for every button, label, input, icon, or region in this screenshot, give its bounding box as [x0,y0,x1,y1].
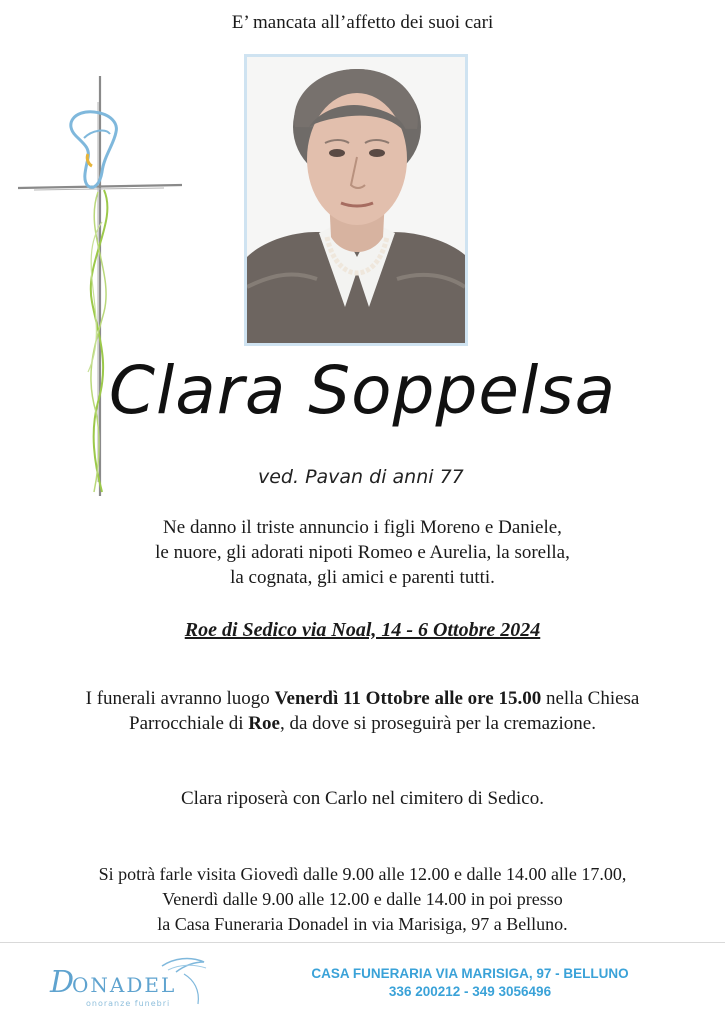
announcement-line: le nuore, gli adorati nipoti Romeo e Aurelia, la sorella, [155,542,570,563]
funeral-text: nella Chiesa [541,688,640,709]
deceased-name: Clara Soppelsa [108,352,617,429]
funeral-place: Roe [248,713,280,734]
funeral-line [0,686,725,711]
funeral-info [0,686,725,736]
visits-line: Si potrà farle visita Giovedì dalle 9.00 alle 12.00 e dalle 14.00 alle 17.00, [98,864,627,884]
footer-address: CASA FUNERARIA VIA MARISIGA, 97 - BELLUNO [311,966,629,981]
funeral-line [0,711,725,736]
announcement-line: Ne danno il triste annuncio i figli Moreno e Daniele, [163,517,562,538]
funeral-date-time: Venerdì 11 Ottobre alle ore 15.00 [274,688,542,709]
cross-with-calla-lily-icon [14,72,184,502]
announcement [0,515,725,590]
visits-line: Venerdì dalle 9.00 alle 12.00 e dalle 14.00 in poi presso [162,889,563,909]
logo-name-rest: ONADEL [72,973,177,997]
funeral-text: , da dove si proseguirà per la cremazione. [279,713,596,734]
donadel-logo [44,954,224,1016]
footer-divider [0,942,725,943]
funeral-text: Parrocchiale di [129,713,249,734]
portrait-illustration [247,57,465,343]
intro-text: E’ mancata all’affetto dei suoi cari [231,12,494,33]
announcement-line: la cognata, gli amici e parenti tutti. [230,567,495,588]
place-date: Roe di Sedico via Noal, 14 - 6 Ottobre 2024 [184,619,541,641]
resting-place: Clara riposerà con Carlo nel cimitero di Sedico. [181,788,544,809]
logo-name: D [50,965,75,1000]
funeral-text: I funerali avranno luogo [85,688,275,709]
deceased-subtitle: ved. Pavan di anni 77 [258,466,464,488]
visiting-hours [0,862,725,937]
footer-phones: 336 200212 - 349 3056496 [388,984,552,999]
visits-line: la Casa Funeraria Donadel in via Marisiga, 97 a Belluno. [157,914,568,934]
portrait-photo [244,54,468,346]
logo-tagline: onoranze funebri [86,999,171,1008]
